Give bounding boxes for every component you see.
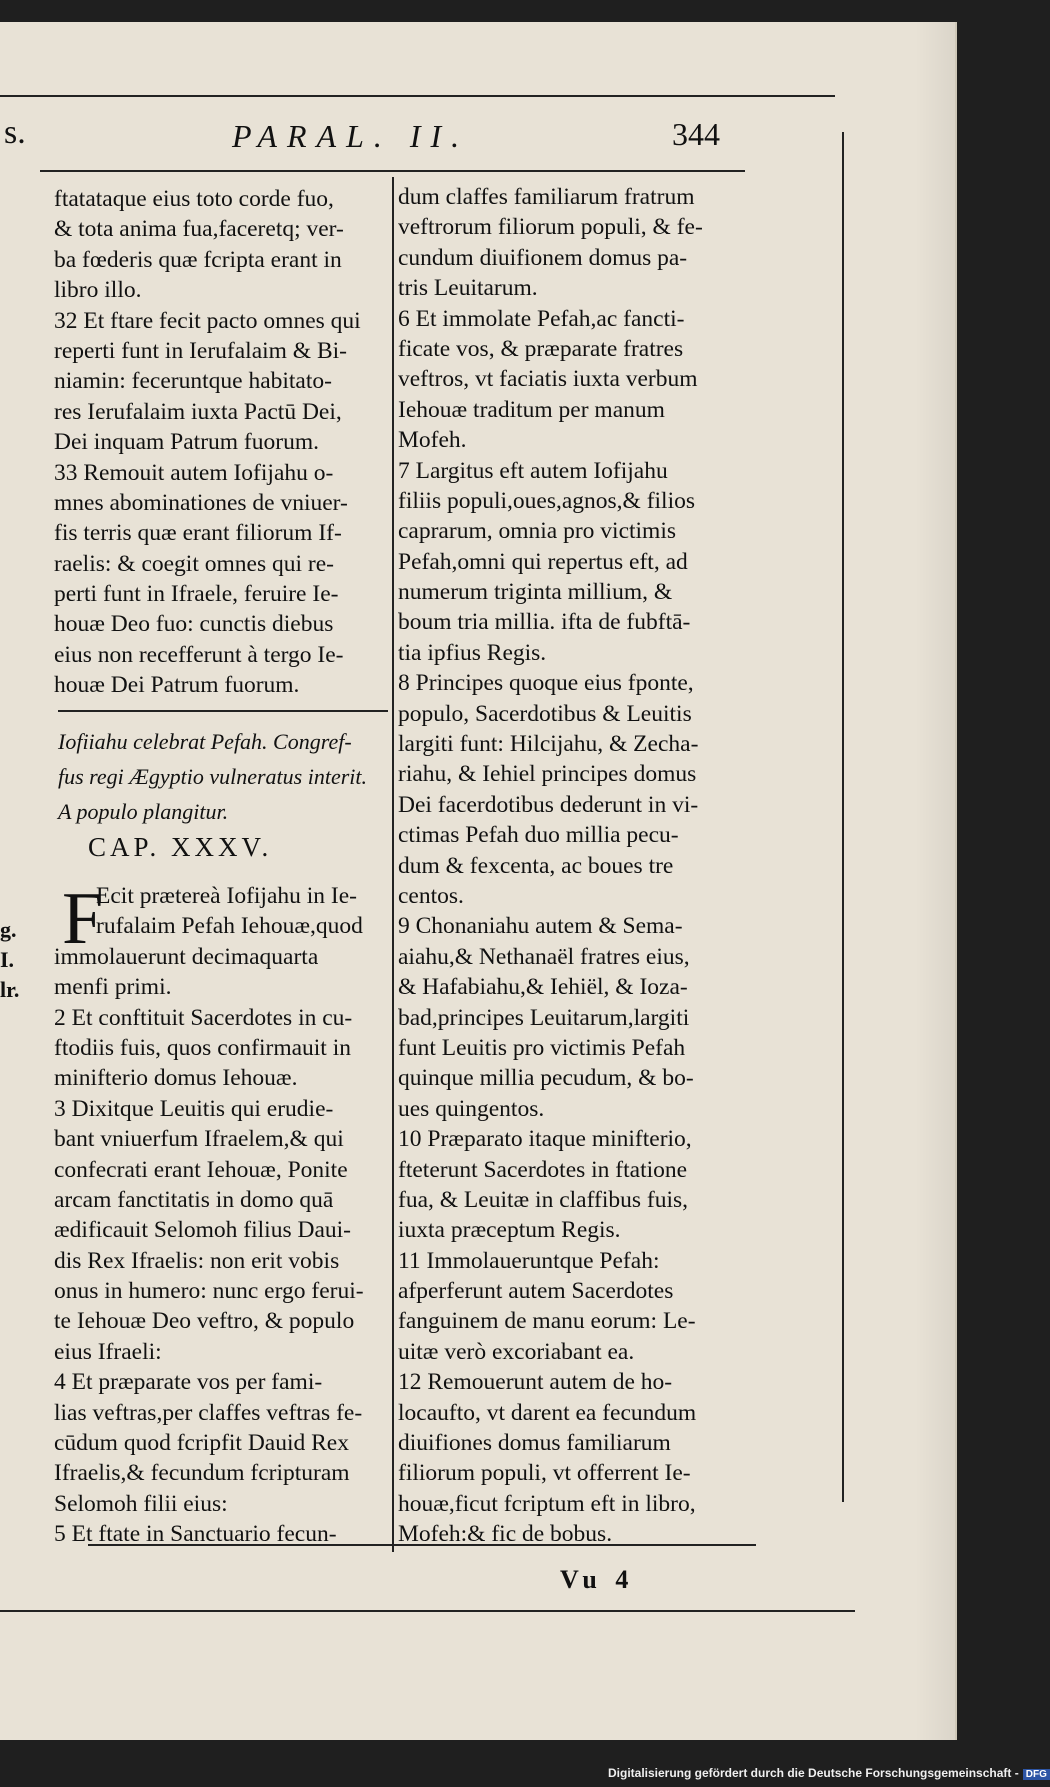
right-border-rule: [842, 132, 844, 1502]
text-line: 10 Præparato itaque minifterio,: [398, 1126, 692, 1153]
text-line: Ecit prætereà Iofijahu in Ie-: [96, 883, 357, 909]
printer-signature: Vu 4: [560, 1565, 635, 1594]
footer-rule-top: [88, 1544, 756, 1546]
summary-line: Iofiiahu celebrat Pefah. Congref-: [58, 729, 352, 754]
text-line: 9 Chonaniahu autem & Sema-: [398, 913, 683, 940]
text-line: mnes abominationes de vniuer-: [54, 489, 348, 516]
text-line: dum claffes familiarum fratrum: [398, 184, 695, 210]
text-line: ues quingentos.: [398, 1095, 545, 1122]
text-line: confecrati erant Iehouæ, Ponite: [54, 1156, 348, 1183]
right-column: [398, 182, 738, 1550]
text-line: menfi primi.: [54, 974, 172, 1001]
text-line: perti funt in Ifraele, feruire Ie-: [54, 581, 339, 608]
margin-note: lr.: [0, 977, 20, 1002]
text-line: rufalaim Pefah Iehouæ,quod: [96, 913, 363, 940]
text-line: bad,principes Leuitarum,largiti: [398, 1004, 690, 1031]
summary-line: A populo plangitur.: [58, 799, 229, 824]
book-page: [0, 22, 957, 1740]
text-line: fteterunt Sacerdotes in ftatione: [398, 1156, 688, 1183]
text-line: caprarum, omnia pro victimis: [398, 518, 677, 545]
left-column-bottom: [54, 878, 394, 1550]
text-line: res Ierufalaim iuxta Pactū Dei,: [54, 398, 342, 425]
text-line: ædificauit Selomoh filius Daui-: [54, 1217, 351, 1244]
text-line: 5 Et ftate in Sanctuario fecun-: [54, 1521, 337, 1548]
text-line: diuifiones domus familiarum: [398, 1430, 671, 1457]
left-column-separator: [58, 710, 388, 712]
text-line: houæ,ficut fcriptum eft in libro,: [398, 1490, 696, 1517]
text-line: veftrorum filiorum populi, & fe-: [398, 214, 703, 241]
text-line: Selomoh filii eius:: [54, 1490, 228, 1517]
header-rule-top: [0, 95, 835, 97]
page-number: 344: [672, 116, 720, 152]
text-line: & tota anima fua,faceretq; ver-: [54, 216, 344, 243]
text-line: 33 Remouit autem Iofijahu o-: [54, 459, 334, 486]
text-line: raelis: & coegit omnes qui re-: [54, 550, 334, 577]
running-title: PARAL. II.: [232, 118, 470, 154]
text-line: ba fœderis quæ fcripta erant in: [54, 246, 342, 273]
text-line: Dei inquam Patrum fuorum.: [54, 429, 319, 456]
text-line: fis terris quæ erant filiorum If-: [54, 520, 342, 547]
text-line: reperti funt in Ierufalaim & Bi-: [54, 337, 347, 364]
text-line: centos.: [398, 882, 464, 909]
text-line: ctimas Pefah duo millia pecu-: [398, 822, 679, 849]
text-line: libro illo.: [54, 277, 142, 304]
text-line: quinque millia pecudum, & bo-: [398, 1065, 694, 1092]
text-line: largiti funt: Hilcijahu, & Zecha-: [398, 731, 699, 758]
text-line: cūdum quod fcripfit Dauid Rex: [54, 1430, 349, 1457]
digitization-credit: [608, 1766, 1050, 1780]
text-line: 7 Largitus eft autem Iofijahu: [398, 457, 668, 484]
text-line: afperferunt autem Sacerdotes: [398, 1278, 674, 1305]
text-line: Pefah,omni qui repertus eft, ad: [398, 548, 688, 575]
text-line: & Hafabiahu,& Iehiël, & Ioza-: [398, 974, 688, 1001]
dfg-logo: DFG: [1023, 1769, 1050, 1780]
text-line: Mofeh:& fic de bobus.: [398, 1521, 613, 1548]
text-line: ftodiis fuis, quos confirmauit in: [54, 1034, 351, 1061]
margin-notes: [0, 915, 19, 1005]
text-line: Iehouæ traditum per manum: [398, 396, 665, 423]
text-line: Mofeh.: [398, 427, 467, 454]
chapter-summary: [58, 724, 398, 829]
text-line: arcam fanctitatis in domo quā: [54, 1186, 334, 1213]
text-line: filiis populi,oues,agnos,& filios: [398, 487, 696, 514]
text-line: houæ Dei Patrum fuorum.: [54, 672, 300, 699]
margin-note: I.: [0, 947, 15, 972]
text-line: lias veftras,per claffes veftras fe-: [54, 1399, 363, 1426]
text-line: ficate vos, & præparate fratres: [398, 335, 684, 362]
text-line: boum tria millia. ifta de fubftā-: [398, 609, 691, 636]
text-line: 3 Dixitque Leuitis qui erudie-: [54, 1095, 334, 1122]
footer-rule-bottom: [0, 1610, 855, 1612]
text-line: iuxta præceptum Regis.: [398, 1217, 621, 1244]
text-line: Dei facerdotibus dederunt in vi-: [398, 791, 699, 818]
drop-cap: F: [62, 878, 104, 960]
text-line: 12 Remouerunt autem de ho-: [398, 1369, 673, 1396]
text-line: funt Leuitis pro victimis Pefah: [398, 1034, 686, 1061]
text-line: uitæ verò excoriabant ea.: [398, 1338, 635, 1365]
text-line: bant vniuerfum Ifraelem,& qui: [54, 1126, 344, 1153]
text-line: ftatataque eius toto corde fuo,: [54, 186, 334, 212]
text-line: dum & fexcenta, ac boues tre: [398, 852, 674, 879]
text-line: 32 Et ftare fecit pacto omnes qui: [54, 307, 361, 334]
text-line: onus in humero: nunc ergo ferui-: [54, 1278, 364, 1305]
text-line: veftros, vt faciatis iuxta verbum: [398, 366, 698, 393]
text-line: numerum triginta millium, &: [398, 579, 673, 606]
text-line: populo, Sacerdotibus & Leuitis: [398, 700, 692, 727]
text-line: te Iehouæ Deo veftro, & populo: [54, 1308, 355, 1335]
text-line: 6 Et immolate Pefah,ac fancti-: [398, 305, 685, 332]
text-line: minifterio domus Iehouæ.: [54, 1065, 298, 1092]
text-line: tris Leuitarum.: [398, 275, 538, 302]
text-line: riahu, & Iehiel principes domus: [398, 761, 697, 788]
text-line: tia ipfius Regis.: [398, 639, 547, 666]
summary-line: fus regi Ægyptio vulneratus interit.: [58, 764, 367, 789]
margin-note: g.: [0, 917, 17, 942]
text-line: 8 Principes quoque eius fponte,: [398, 670, 694, 697]
text-line: 11 Immolaueruntque Pefah:: [398, 1247, 660, 1274]
text-line: 4 Et præparate vos per fami-: [54, 1369, 323, 1396]
header-rule-bottom: [40, 170, 745, 172]
text-line: Ifraelis,& fecundum fcripturam: [54, 1460, 350, 1487]
chapter-heading: CAP. XXXV.: [88, 832, 273, 862]
margin-fragment: s.: [4, 114, 26, 151]
left-column-top: [54, 184, 394, 701]
text-line: filiorum populi, vt offerrent Ie-: [398, 1460, 691, 1487]
text-line: cundum diuifionem domus pa-: [398, 244, 688, 271]
text-line: locaufto, vt darent ea fecundum: [398, 1399, 697, 1426]
text-line: fua, & Leuitæ in claffibus fuis,: [398, 1186, 688, 1213]
text-line: 2 Et conftituit Sacerdotes in cu-: [54, 1004, 353, 1031]
text-line: dis Rex Ifraelis: non erit vobis: [54, 1247, 340, 1274]
text-line: eius Ifraeli:: [54, 1338, 162, 1365]
text-line: niamin: feceruntque habitato-: [54, 368, 332, 395]
credit-text: Digitalisierung gefördert durch die Deutsche Forschungsgemeinschaft -: [608, 1766, 1019, 1780]
text-line: houæ Deo fuo: cunctis diebus: [54, 611, 334, 638]
text-line: eius non recefferunt à tergo Ie-: [54, 641, 344, 668]
text-line: immolauerunt decimaquarta: [54, 943, 319, 970]
text-line: aiahu,& Nethanaël fratres eius,: [398, 943, 690, 970]
text-line: fanguinem de manu eorum: Le-: [398, 1308, 696, 1335]
